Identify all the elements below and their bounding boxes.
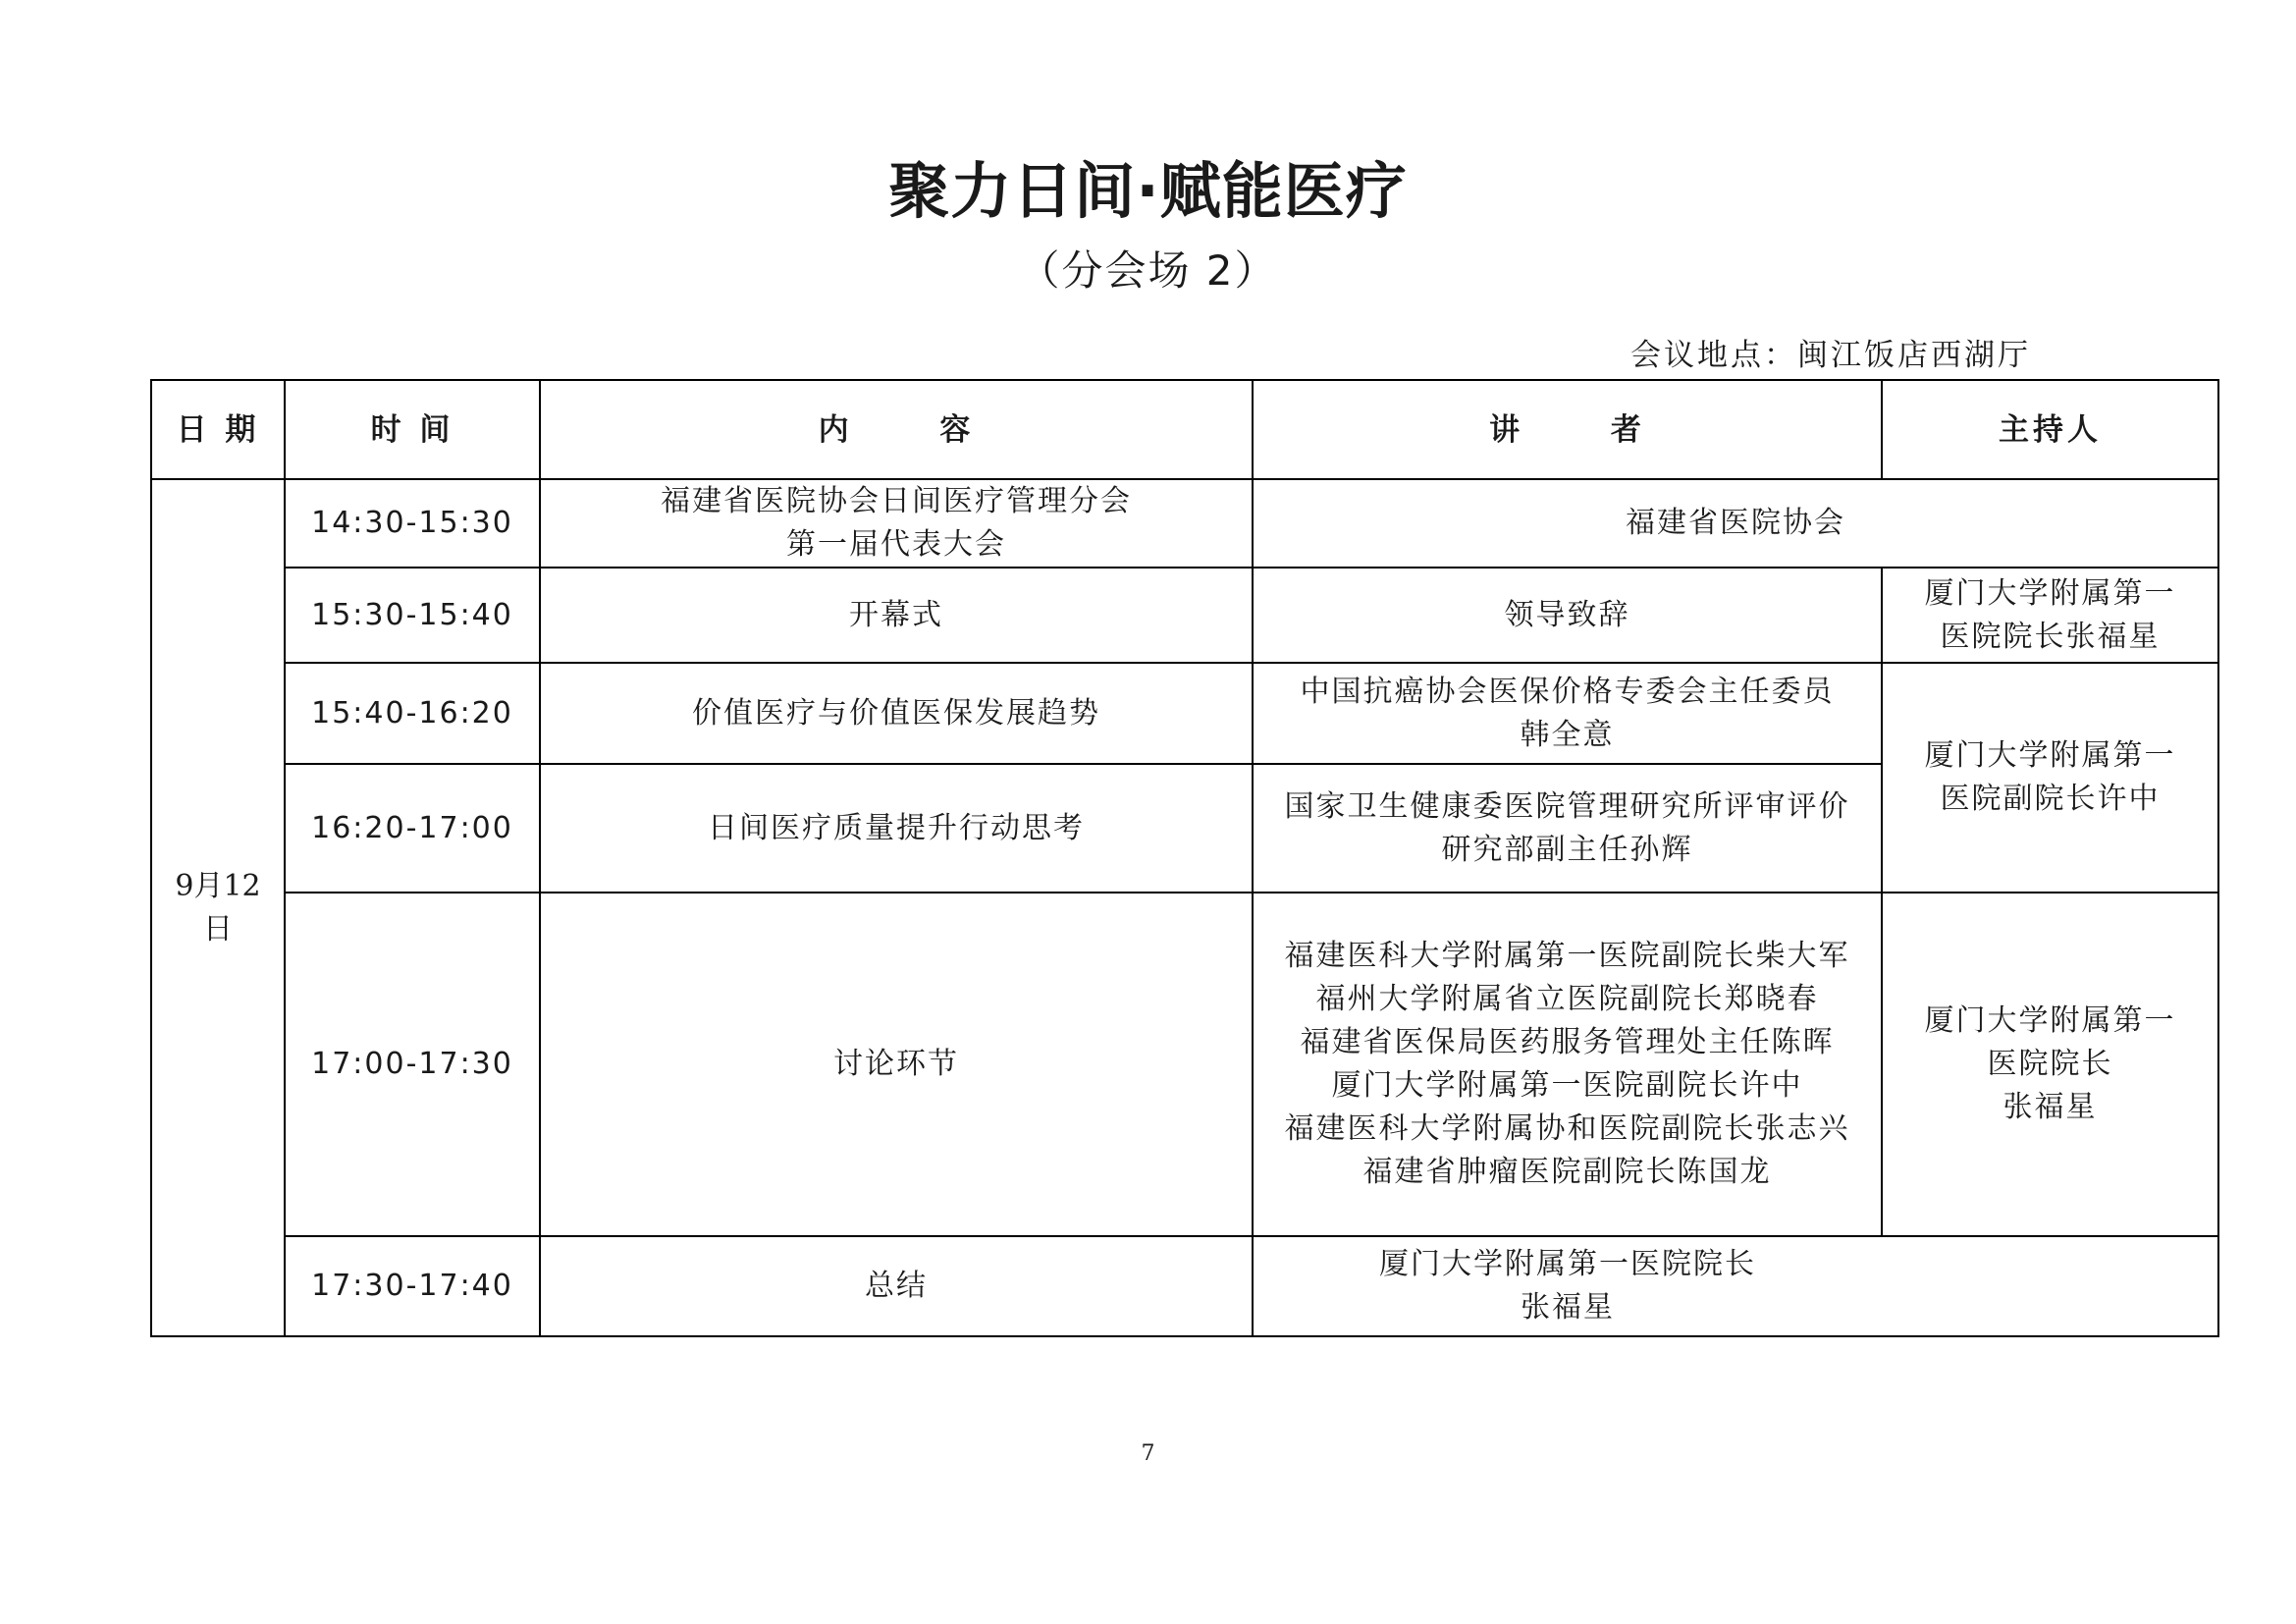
- content-line: 讨论环节: [833, 1047, 959, 1081]
- time-cell: 17:00-17:30: [285, 893, 540, 1236]
- speaker-line: 张福星: [1521, 1290, 1615, 1325]
- content-cell: [540, 764, 1253, 893]
- content-line: 福建省医院协会日间医疗管理分会: [661, 484, 1132, 518]
- document-subtitle: （分会场 2）: [1018, 246, 1278, 295]
- host-line: 医院副院长许中: [1940, 782, 2161, 816]
- content-line: 第一届代表大会: [786, 527, 1006, 562]
- speaker-line: 厦门大学附属第一医院院长: [1379, 1247, 1756, 1281]
- table-row: [151, 479, 2218, 568]
- content-line: 开幕式: [849, 597, 943, 632]
- speaker-line: 领导致辞: [1504, 597, 1630, 632]
- speaker-line: 福州大学附属省立医院副院长郑晓春: [1315, 982, 1819, 1016]
- host-line: 厦门大学附属第一: [1924, 575, 2176, 611]
- date-cell: [151, 479, 285, 1336]
- speaker-cell: [1253, 568, 1882, 663]
- table-header-row: [151, 380, 2218, 479]
- meeting-location: 会议地点：闽江饭店西湖厅: [1630, 338, 2031, 373]
- speaker-line: 韩全意: [1520, 717, 1615, 752]
- content-line: 日间医疗质量提升行动思考: [708, 810, 1085, 845]
- table-row: [151, 663, 2218, 764]
- table-row: [151, 893, 2218, 1236]
- speaker-cell: [1253, 663, 1882, 764]
- content-line: 总结: [865, 1269, 928, 1303]
- content-cell: [540, 479, 1253, 568]
- time-cell: 14:30-15:30: [285, 479, 540, 568]
- content-cell: [540, 1236, 1253, 1336]
- agenda-table: [150, 379, 2219, 1337]
- time-cell: 16:20-17:00: [285, 764, 540, 893]
- header-content: 内 容: [540, 380, 1253, 479]
- host-cell: [1882, 663, 2218, 893]
- time-cell: 17:30-17:40: [285, 1236, 540, 1336]
- date-text: 9月12日: [175, 868, 261, 947]
- content-cell: [540, 663, 1253, 764]
- content-cell: [540, 893, 1253, 1236]
- time-cell: 15:40-16:20: [285, 663, 540, 764]
- speaker-line: 中国抗癌协会医保价格专委会主任委员: [1300, 674, 1835, 709]
- speaker-line: 厦门大学附属第一医院副院长许中: [1331, 1068, 1803, 1103]
- speaker-line: 福建省肿瘤医院副院长陈国龙: [1362, 1155, 1772, 1189]
- table-row: [151, 1236, 2218, 1336]
- host-line: 厦门大学附属第一: [1924, 1003, 2176, 1038]
- host-line: 医院院长: [1987, 1047, 2113, 1081]
- speaker-line: 福建医科大学附属第一医院副院长柴大军: [1284, 939, 1850, 973]
- host-line: 医院院长张福星: [1940, 619, 2161, 654]
- host-cell: [1882, 893, 2218, 1236]
- speaker-cell: [1253, 764, 1882, 893]
- speaker-line: 福建省医院协会: [1626, 506, 1845, 540]
- speaker-line: 福建医科大学附属协和医院副院长张志兴: [1284, 1111, 1850, 1146]
- host-line: 张福星: [2002, 1090, 2098, 1124]
- content-cell: [540, 568, 1253, 663]
- page-number: 7: [1141, 1441, 1155, 1466]
- host-line: 厦门大学附属第一: [1924, 738, 2176, 773]
- header-date: 日 期: [151, 380, 285, 479]
- speaker-line: 国家卫生健康委医院管理研究所评审评价: [1284, 788, 1850, 824]
- host-cell: [1882, 568, 2218, 663]
- time-cell: 15:30-15:40: [285, 568, 540, 663]
- speaker-line: 福建省医保局医药服务管理处主任陈晖: [1300, 1025, 1835, 1059]
- content-line: 价值医疗与价值医保发展趋势: [692, 695, 1100, 731]
- header-speaker: 讲 者: [1253, 380, 1882, 479]
- document-title: 聚力日间·赋能医疗: [888, 155, 1408, 227]
- table-row: [151, 568, 2218, 663]
- speaker-host-cell: [1253, 1236, 2218, 1336]
- header-time: 时 间: [285, 380, 540, 479]
- speaker-host-cell: [1253, 479, 2218, 568]
- speaker-line: 研究部副主任孙辉: [1441, 832, 1693, 867]
- header-host: 主持人: [1882, 380, 2218, 479]
- speaker-cell: [1253, 893, 1882, 1236]
